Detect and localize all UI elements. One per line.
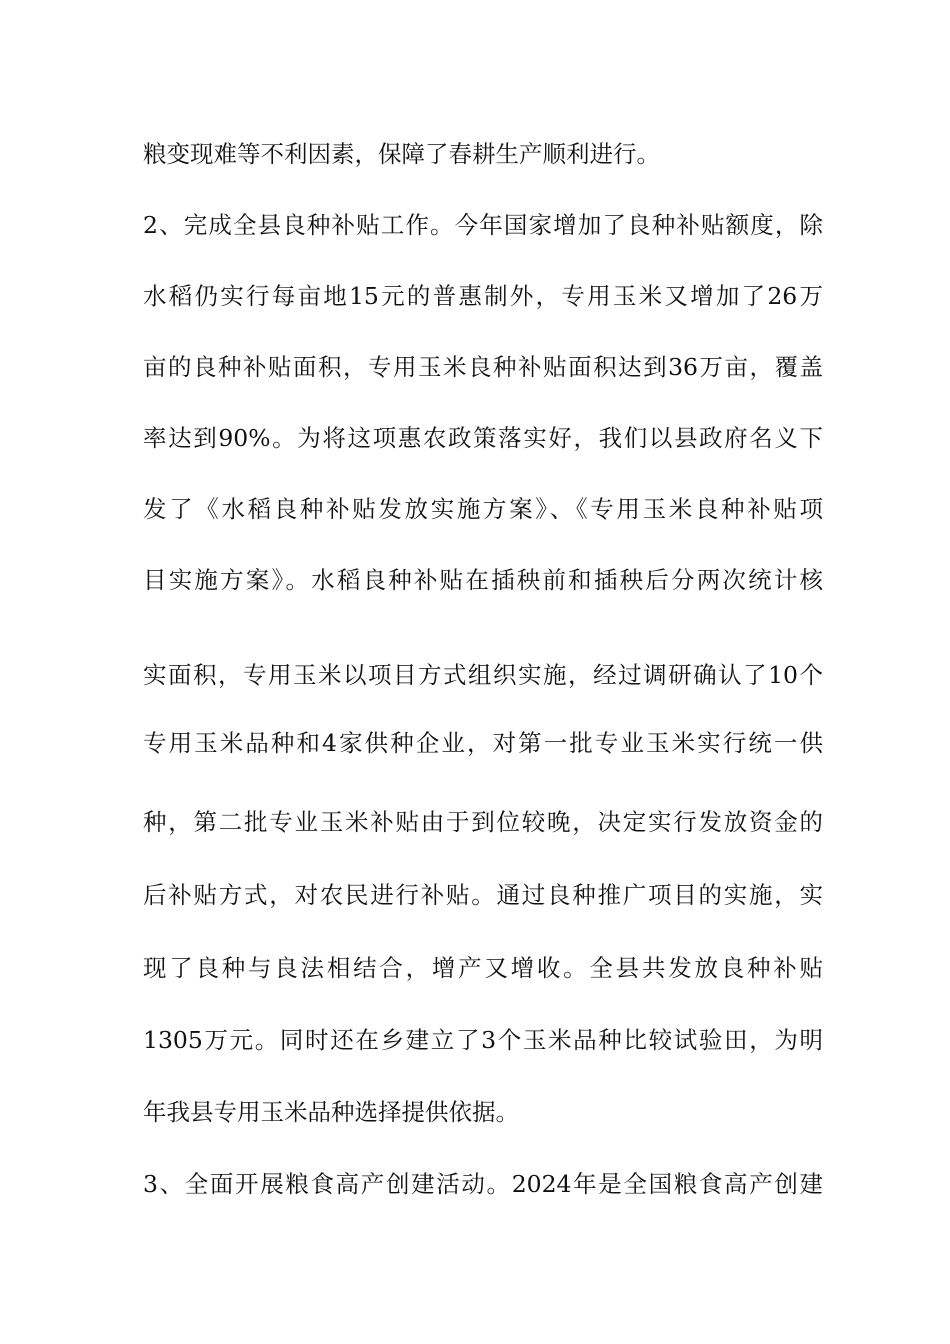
text-line: 2、完成全县良种补贴工作。今年国家增加了良种补贴额度，除 — [143, 211, 823, 239]
text-line: 年我县专用玉米品种选择提供依据。 — [143, 1098, 519, 1126]
text-line: 实面积，专用玉米以项目方式组织实施，经过调研确认了10个 — [143, 661, 823, 689]
text-line: 专用玉米品种和4家供种企业，对第一批专业玉米实行统一供 — [143, 729, 823, 757]
text-line: 1305万元。同时还在乡建立了3个玉米品种比较试验田，为明 — [143, 1026, 823, 1054]
text-line: 现了良种与良法相结合，增产又增收。全县共发放良种补贴 — [143, 954, 823, 982]
text-line: 种，第二批专业玉米补贴由于到位较晚，决定实行发放资金的 — [143, 808, 823, 836]
text-line: 目实施方案》。水稻良种补贴在插秧前和插秧后分两次统计核 — [143, 566, 823, 594]
text-line: 后补贴方式，对农民进行补贴。通过良种推广项目的实施，实 — [143, 881, 823, 909]
text-line: 水稻仍实行每亩地15元的普惠制外，专用玉米又增加了26万 — [143, 282, 823, 310]
text-line: 率达到90%。为将这项惠农政策落实好，我们以县政府名义下 — [143, 424, 823, 452]
text-line: 亩的良种补贴面积，专用玉米良种补贴面积达到36万亩，覆盖 — [143, 353, 823, 381]
text-line: 发了《水稻良种补贴发放实施方案》、《专用玉米良种补贴项 — [143, 495, 823, 523]
text-line: 3、全面开展粮食高产创建活动。2024年是全国粮食高产创建 — [143, 1170, 823, 1198]
text-line: 粮变现难等不利因素，保障了春耕生产顺利进行。 — [143, 140, 660, 168]
